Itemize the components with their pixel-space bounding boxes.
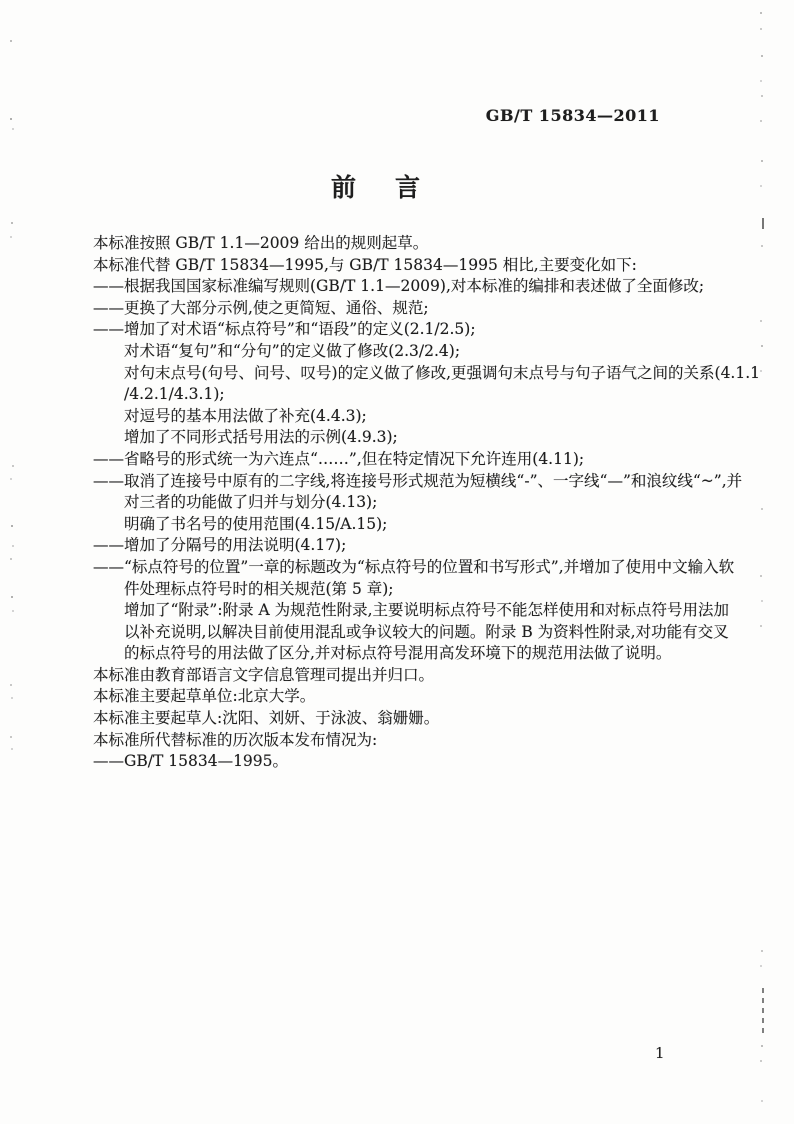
text-line: 本标准由教育部语言文字信息管理司提出并归口。	[93, 665, 435, 684]
text-line: 的标点符号的用法做了区分,并对标点符号混用高发环境下的规范用法做了说明。	[124, 644, 672, 663]
scan-artifact-right	[760, 12, 762, 14]
text-line: 以补充说明,以解决目前使用混乱或争议较大的问题。附录 B 为资料性附录,对功能有交叉	[124, 622, 729, 641]
text-line: 对三者的功能做了归并与划分(4.13);	[124, 493, 378, 512]
text-line: 对逗号的基本用法做了补充(4.4.3);	[124, 406, 367, 425]
text-line: ——取消了连接号中原有的二字线,将连接号形式规范为短横线“-”、一字线“—”和浪纹线“~”,并	[93, 471, 743, 490]
text-line: 本标准所代替标准的历次版本发布情况为:	[93, 730, 378, 749]
text-line: 本标准代替 GB/T 15834—1995,与 GB/T 15834—1995 相比,主要变化如下:	[93, 255, 637, 274]
text-line: 增加了“附录”:附录 A 为规范性附录,主要说明标点符号不能怎样使用和对标点符号用法加	[124, 601, 730, 620]
standard-number: GB/T 15834—2011	[485, 106, 660, 125]
text-line: ——GB/T 15834—1995。	[93, 752, 289, 771]
text-line: ——增加了对术语“标点符号”和“语段”的定义(2.1/2.5);	[93, 320, 476, 339]
scan-artifact-bar	[762, 218, 764, 229]
text-line: 对句末点号(句号、问号、叹号)的定义做了修改,更强调句末点号与句子语气之间的关系(4.1.1	[124, 363, 761, 382]
text-line: ——增加了分隔号的用法说明(4.17);	[93, 536, 347, 555]
text-line: 本标准按照 GB/T 1.1—2009 给出的规则起草。	[93, 234, 429, 252]
scan-artifact-left	[10, 40, 12, 42]
text-line: 对术语“复句”和“分句”的定义做了修改(2.3/2.4);	[124, 341, 461, 360]
text-line: 本标准主要起草人:沈阳、刘妍、于泳波、翁姗姗。	[93, 709, 440, 728]
text-line: ——“标点符号的位置”一章的标题改为“标点符号的位置和书写形式”,并增加了使用中文输入软	[93, 557, 735, 576]
scan-artifact-bar	[762, 988, 764, 1038]
text-line: ——更换了大部分示例,使之更简短、通俗、规范;	[93, 298, 429, 317]
text-line: 件处理标点符号时的相关规范(第 5 章);	[124, 579, 394, 598]
page-number: 1	[655, 1044, 665, 1062]
foreword-body	[93, 233, 761, 773]
text-line: 增加了不同形式括号用法的示例(4.9.3);	[124, 428, 398, 447]
text-line: ——根据我国国家标准编写规则(GB/T 1.1—2009),对本标准的编排和表述做了全面修改;	[93, 277, 705, 296]
text-line: /4.2.1/4.3.1);	[124, 385, 225, 404]
page-title: 前 言	[331, 173, 428, 202]
text-line: ——省略号的形式统一为六连点“……”,但在特定情况下允许连用(4.11);	[93, 449, 585, 468]
text-line: 明确了书名号的使用范围(4.15/A.15);	[124, 514, 388, 533]
text-line: 本标准主要起草单位:北京大学。	[93, 687, 316, 706]
